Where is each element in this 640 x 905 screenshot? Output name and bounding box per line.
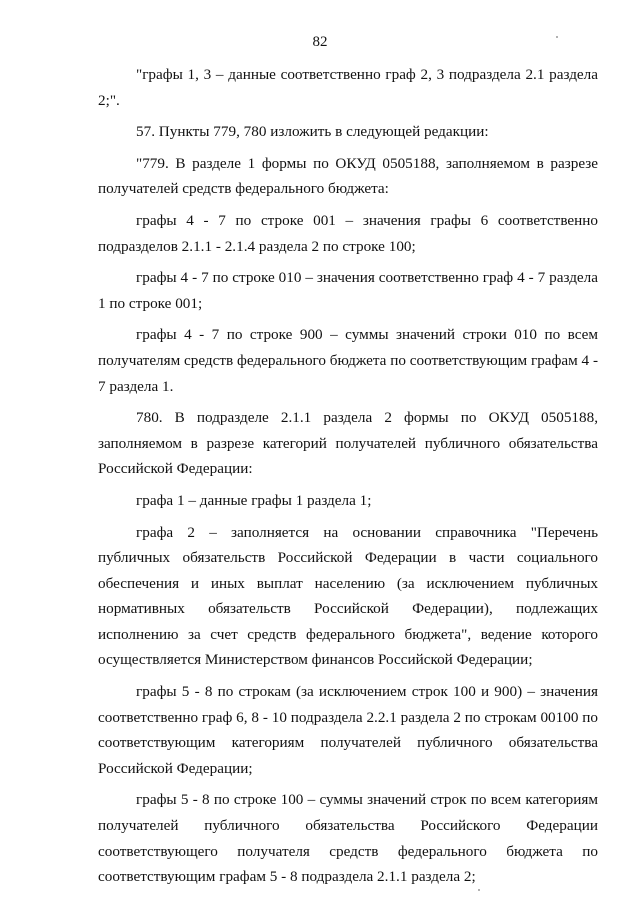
- paragraph-grafy-5-8-row-100: графы 5 - 8 по строке 100 – суммы значений строк по всем категориям получателей публичного обязательства Российского Федерации соответствующего получателя средств федерального бюджета по соответствующим графам 5 - 8 подраздела 2.1.1 раздела 2;: [98, 791, 598, 886]
- scan-speck: [556, 36, 558, 38]
- paragraph-row-010: графы 4 - 7 по строке 010 – значения соответственно граф 4 - 7 раздела 1 по строке 001;: [98, 269, 598, 312]
- paragraph-item-57: 57. Пункты 779, 780 изложить в следующей редакции:: [136, 123, 489, 141]
- paragraph-grafa-1: графа 1 – данные графы 1 раздела 1;: [136, 491, 372, 509]
- paragraph-row-900: графы 4 - 7 по строке 900 – суммы значений строки 010 по всем получателям средств федерального бюджета по соответствующим графам 4 - 7 раздела 1.: [98, 326, 598, 395]
- paragraph-item-780: 780. В подразделе 2.1.1 раздела 2 формы по ОКУД 0505188, заполняемом в разрезе категорий получателей публичного обязательства Российской Федерации:: [98, 409, 598, 478]
- paragraph-grafy-1-3: "графы 1, 3 – данные соответственно граф 2, 3 подраздела 2.1 раздела 2;".: [98, 66, 598, 109]
- scan-speck: [478, 889, 480, 891]
- paragraph-item-779: "779. В разделе 1 формы по ОКУД 0505188, заполняемом в разрезе получателей средств федерального бюджета:: [98, 154, 598, 198]
- paragraph-grafa-2: графа 2 – заполняется на основании справочника "Перечень публичных обязательств Российской Федерации в части социального обеспечения и иных выплат населению (за исключением публичных нормативных обязательств Российской Федерации), подлежащих исполнению за счет средств федерального бюджета", ведение которого осуществляется Министерством финансов Российской Федерации;: [98, 523, 598, 669]
- document-body: [98, 62, 598, 896]
- paragraph-row-001: графы 4 - 7 по строке 001 – значения графы 6 соответственно подразделов 2.1.1 - 2.1.4 раздела 2 по строке 100;: [98, 211, 598, 255]
- paragraph-grafy-5-8-rows: графы 5 - 8 по строкам (за исключением строк 100 и 900) – значения соответственно граф 6, 8 - 10 подраздела 2.2.1 раздела 2 по строкам 00100 по соответствующим категориям получателей публичного обязательства Российской Федерации;: [98, 683, 598, 777]
- page-number: 82: [312, 34, 328, 50]
